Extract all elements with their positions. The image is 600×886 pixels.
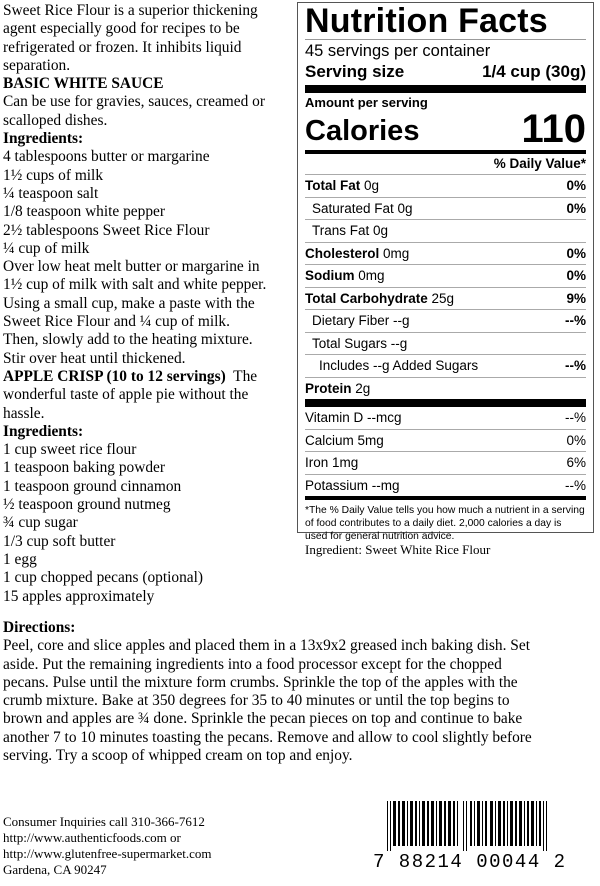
nutrient-row-cholesterol xyxy=(305,242,586,265)
nutrient-pct: --% xyxy=(565,313,586,328)
nutrient-name: Saturated Fat 0g xyxy=(312,200,413,216)
apple-crisp-title: APPLE CRISP (10 to 12 servings) xyxy=(3,367,226,385)
contact-address: Gardena, CA 90247 xyxy=(3,862,107,877)
ingredient-item: 4 tablespoons butter or margarine xyxy=(3,148,210,166)
directions-line: brown and apples are ¾ done. Sprinkle the pecan pieces on top and continue to bake xyxy=(3,710,523,728)
ingredient-item: ¼ cup of milk xyxy=(3,239,90,257)
nutrient-row-sodium xyxy=(305,264,586,287)
nutrient-name: Dietary Fiber --g xyxy=(312,313,410,328)
intro-line: refrigerated or frozen. It inhibits liquid xyxy=(3,38,242,56)
nutrient-row-total-fat xyxy=(305,174,586,197)
daily-value-header: % Daily Value* xyxy=(493,156,586,171)
nutrition-facts-panel xyxy=(297,2,594,542)
nutrient-pct: 0% xyxy=(566,200,586,216)
directions-line: serving. Try a scoop of whipped cream on top and enjoy. xyxy=(3,747,353,765)
nutrition-title: Nutrition Facts xyxy=(305,2,548,40)
calories-value: 110 xyxy=(521,107,586,151)
apple-crisp-ingredients-heading: Ingredients: xyxy=(3,422,84,440)
nutrient-amount: 0mg xyxy=(354,268,385,283)
vitamin-name: Iron 1mg xyxy=(305,455,359,470)
nutrient-pct: 0% xyxy=(566,268,586,283)
nutrient-row-total-sugars xyxy=(305,332,586,355)
vitamin-row-iron xyxy=(305,451,586,474)
ingredient-item: 15 apples approximately xyxy=(3,587,155,605)
ingredient-item: 1 teaspoon baking powder xyxy=(3,459,165,477)
contact-url-link[interactable]: http://www.glutenfree-supermarket.com xyxy=(3,846,212,861)
method-line: Sweet Rice Flour and ¼ cup of milk. xyxy=(3,313,230,331)
ingredient-item: 1/8 teaspoon white pepper xyxy=(3,203,165,221)
nutrient-row-dietary-fiber xyxy=(305,309,586,332)
nutrient-name: Total Sugars --g xyxy=(312,335,408,351)
apple-crisp-desc-start: The xyxy=(225,367,258,385)
apple-crisp-section xyxy=(3,368,295,606)
intro-line: Sweet Rice Flour is a superior thickening xyxy=(3,2,258,19)
white-sauce-desc: scalloped dishes. xyxy=(3,111,108,129)
nutrient-row-saturated-fat xyxy=(305,197,586,220)
upc-number: 7 88214 00044 2 xyxy=(373,851,567,873)
nutrient-row-added-sugars xyxy=(305,354,586,377)
ingredient-item: ¼ teaspoon salt xyxy=(3,184,99,202)
ingredient-item: ¾ cup sugar xyxy=(3,514,78,532)
nutrient-pct: 9% xyxy=(566,290,586,306)
serving-size-row xyxy=(305,61,586,85)
amount-per-serving: Amount per serving xyxy=(305,95,428,110)
serving-size-label: Serving size xyxy=(305,62,405,81)
nutrient-amount: 25g xyxy=(427,290,455,306)
nutrient-name: Sodium xyxy=(305,268,355,283)
white-sauce-section xyxy=(3,75,295,368)
nutrient-name: Cholesterol xyxy=(305,245,380,261)
method-line: 1½ cup of milk with salt and white pepper. xyxy=(3,276,267,294)
ingredient-statement: Ingredient: Sweet White Rice Flour xyxy=(305,542,491,557)
vitamin-pct: --% xyxy=(565,410,586,425)
nutrient-pct: --% xyxy=(565,358,586,373)
ingredient-item: 1 egg xyxy=(3,550,37,568)
recipe-column xyxy=(3,2,295,606)
divider-thick xyxy=(305,399,586,407)
vitamin-name: Potassium --mg xyxy=(305,477,400,493)
calories-row xyxy=(305,109,586,150)
nutrient-pct: 0% xyxy=(566,178,586,193)
vitamin-pct: 0% xyxy=(566,432,586,448)
ingredient-item: 1 cup sweet rice flour xyxy=(3,441,137,459)
white-sauce-desc: Can be use for gravies, sauces, creamed or xyxy=(3,93,265,111)
vitamin-row-calcium xyxy=(305,429,586,452)
ingredient-item: 1 teaspoon ground cinnamon xyxy=(3,477,182,495)
serving-size-value: 1/4 cup (30g) xyxy=(482,62,586,81)
apple-crisp-title-line xyxy=(3,368,295,386)
apple-crisp-desc: hassle. xyxy=(3,404,45,422)
nutrient-name: Protein xyxy=(305,380,352,396)
method-line: Stir over heat until thickened. xyxy=(3,349,186,367)
directions-heading: Directions: xyxy=(3,619,76,636)
nutrient-row-trans-fat xyxy=(305,219,586,242)
vitamin-row-potassium xyxy=(305,474,586,497)
directions-line: aside. Put the remaining ingredients into a food processor except for the chopped xyxy=(3,655,502,673)
ingredient-item: 1 cup chopped pecans (optional) xyxy=(3,569,204,587)
contact-phone: Consumer Inquiries call 310-366-7612 xyxy=(3,814,205,829)
divider-thick xyxy=(305,85,586,93)
vitamin-name: Vitamin D --mcg xyxy=(305,410,402,425)
vitamin-name: Calcium 5mg xyxy=(305,432,384,448)
intro-text xyxy=(3,2,295,75)
nutrient-name: Includes --g Added Sugars xyxy=(319,358,479,373)
nutrient-amount: 0g xyxy=(360,178,380,193)
nutrient-name: Trans Fat 0g xyxy=(312,223,389,238)
calories-label: Calories xyxy=(305,115,420,147)
directions-line: pecans. Pulse until the mixture form crumbs. Sprinkle the top of the apples with the xyxy=(3,673,518,691)
servings-per-container: 45 servings per container xyxy=(305,42,491,60)
directions-line: crumb mixture. Bake at 350 degrees for 35 to 40 minutes or until the top begins to xyxy=(3,692,510,710)
nutrient-amount: 2g xyxy=(351,380,371,396)
nutrient-name: Total Carbohydrate xyxy=(305,290,428,306)
consumer-contact xyxy=(3,814,212,878)
method-line: Then, slowly add to the heating mixture. xyxy=(3,331,253,349)
nutrient-row-protein xyxy=(305,377,586,400)
apple-crisp-directions xyxy=(3,619,597,765)
nutrient-pct: 0% xyxy=(566,245,586,261)
method-line: Using a small cup, make a paste with the xyxy=(3,294,255,312)
intro-line: separation. xyxy=(3,56,71,74)
apple-crisp-desc: wonderful taste of apple pie without the xyxy=(3,386,249,404)
vitamin-pct: 6% xyxy=(566,455,586,470)
contact-url-link[interactable]: http://www.authenticfoods.com or xyxy=(3,830,181,845)
vitamin-row-vitamin-d xyxy=(305,407,586,429)
method-line: Over low heat melt butter or margarine in xyxy=(3,258,260,276)
vitamin-pct: --% xyxy=(565,477,586,493)
daily-value-footnote: *The % Daily Value tells you how much a nutrient in a serving of food contributes to a daily diet. 2,000 calories a day is used for general nutrition advice. xyxy=(305,505,585,542)
ingredient-item: 1/3 cup soft butter xyxy=(3,532,116,550)
intro-line: agent especially good for recipes to be xyxy=(3,20,240,38)
white-sauce-title: BASIC WHITE SAUCE xyxy=(3,75,164,93)
ingredient-item: 2½ tablespoons Sweet Rice Flour xyxy=(3,221,210,239)
ingredient-item: ½ teaspoon ground nutmeg xyxy=(3,496,171,514)
directions-line: another 7 to 10 minutes toasting the pecans. Remove and allow to cool slightly before xyxy=(3,728,532,746)
nutrient-row-total-carbohydrate xyxy=(305,287,586,310)
ingredient-item: 1½ cups of milk xyxy=(3,166,104,184)
nutrient-amount: 0mg xyxy=(379,245,410,261)
nutrient-name: Total Fat xyxy=(305,178,361,193)
directions-line: Peel, core and slice apples and placed them in a 13x9x2 greased inch baking dish. Set xyxy=(3,637,530,655)
barcode-bars-icon xyxy=(385,801,560,851)
white-sauce-ingredients-heading: Ingredients: xyxy=(3,130,84,148)
